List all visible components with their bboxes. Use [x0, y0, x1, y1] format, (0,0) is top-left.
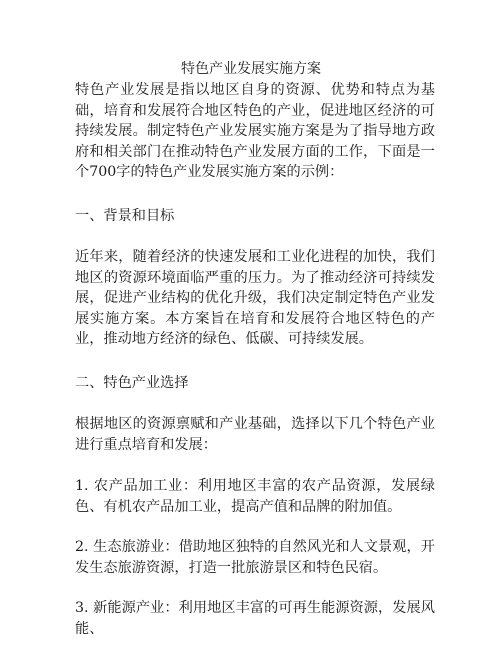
- list-item-new-energy: 3. 新能源产业：利用地区丰富的可再生能源资源，发展风能、: [75, 600, 435, 637]
- section-1-heading: 一、背景和目标: [75, 208, 175, 224]
- intro-paragraph: 特色产业发展是指以地区自身的资源、优势和特点为基础，培育和发展符合地区特色的产业，促进地区经济的可持续发展。制定特色产业发展实施方案是为了指导地方政府和相关部门在推动特色产业发展方面的工作，下面是一个700字的特色产业发展实施方案的示例：: [75, 82, 435, 180]
- document-title: 特色产业发展实施方案: [181, 61, 321, 77]
- list-item-eco-tourism: 2. 生态旅游业：借助地区独特的自然风光和人文景观，开发生态旅游资源，打造一批旅游景区和特色民宿。: [75, 539, 435, 576]
- section-1-paragraph: 近年来，随着经济的快速发展和工业化进程的加快，我们地区的资源环境面临严重的压力。为了推动经济可持续发展，促进产业结构的优化升级，我们决定制定特色产业发展实施方案。本方案旨在培育和发展符合地区特色的产业，推动地方经济的绿色、低碳、可持续发展。: [75, 249, 435, 347]
- section-2-heading: 二、特色产业选择: [75, 375, 189, 391]
- section-2-paragraph: 根据地区的资源禀赋和产业基础，选择以下几个特色产业进行重点培育和发展：: [75, 416, 435, 453]
- list-item-agriculture: 1. 农产品加工业：利用地区丰富的农产品资源，发展绿色、有机农产品加工业，提高产值和品牌的附加值。: [75, 478, 435, 515]
